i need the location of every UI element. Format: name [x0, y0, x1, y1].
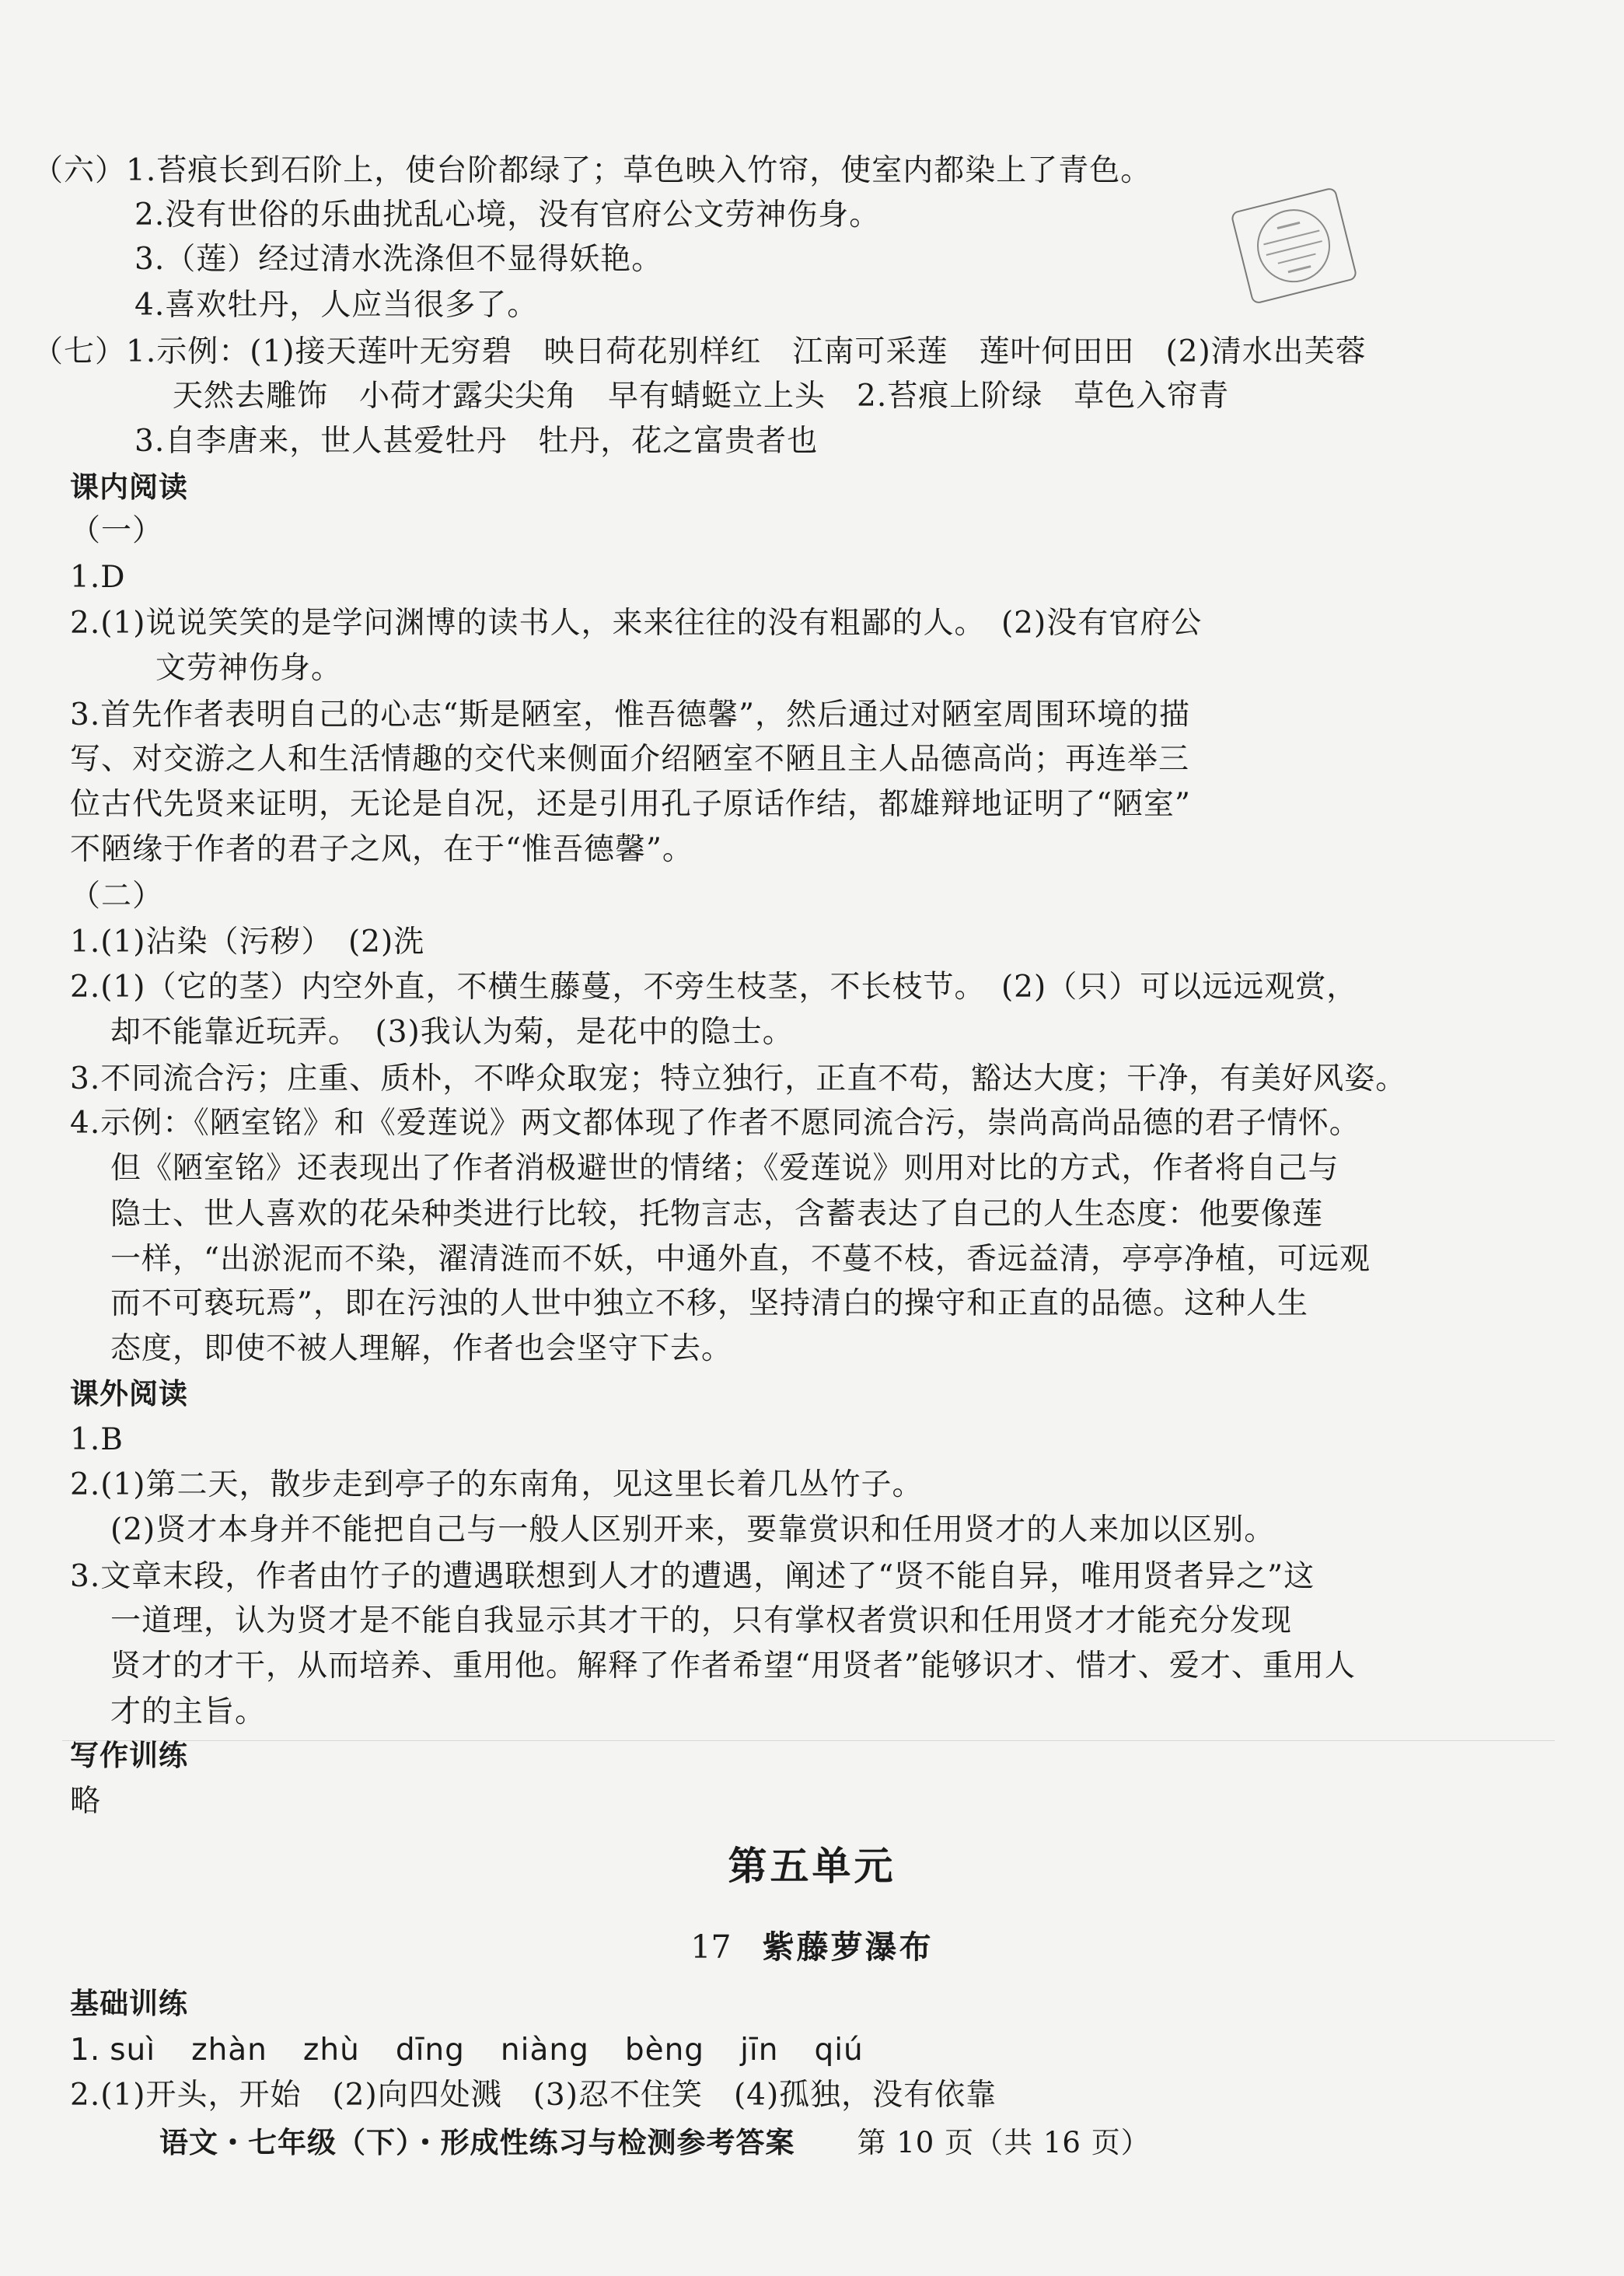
answer-line: 1.(1)沾染（污秽） (2)洗: [70, 925, 425, 960]
pinyin-item: qiú: [814, 2033, 864, 2068]
answer-line: 不陋缘于作者的君子之风，在于“惟吾德馨”。: [70, 832, 693, 867]
answer-line: 略: [70, 1784, 102, 1819]
answer-line: 天然去雕饰 小荷才露尖尖角 早有蜻蜓立上头 2.苔痕上阶绿 草色入帘青: [173, 379, 1230, 414]
homework-stamp-icon: [1230, 187, 1357, 305]
answer-line: 3.自李唐来，世人甚爱牡丹 牡丹，花之富贵者也: [134, 424, 819, 459]
pinyin-label: 1.: [70, 2033, 101, 2068]
answer-line: 一道理，认为贤才是不能自我显示其才干的，只有掌权者赏识和任用贤才才能充分发现: [110, 1603, 1293, 1638]
answer-line: （七）1.示例：(1)接天莲叶无穷碧 映日荷花别样红 江南可采莲 莲叶何田田 (2)清水出芙蓉: [33, 334, 1367, 369]
pinyin-item: zhàn: [191, 2033, 267, 2068]
page-footer: [159, 2123, 1151, 2162]
footer-subject: 语文・七年级（下）・形成性练习与检测参考答案: [159, 2125, 795, 2159]
section-heading: 课内阅读: [70, 470, 188, 504]
answer-line: （六）1.苔痕长到石阶上，使台阶都绿了；草色映入竹帘，使室内都染上了青色。: [33, 153, 1152, 188]
pinyin-item: bèng: [624, 2033, 705, 2068]
answer-line: (2)贤才本身并不能把自己与一般人区别开来，要靠赏识和任用贤才的人来加以区别。: [110, 1512, 1276, 1547]
sub-heading: （二）: [70, 879, 164, 914]
answer-line: 写、对交游之人和生活情趣的交代来侧面介绍陋室不陋且主人品德高尚；再连举三: [70, 742, 1190, 777]
answer-line: 2.(1)第二天，散步走到亭子的东南角，见这里长着几丛竹子。: [70, 1467, 924, 1502]
pinyin-item: niàng: [500, 2033, 589, 2068]
answer-line: 2.(1)（它的茎）内空外直，不横生藤蔓，不旁生枝茎，不长枝节。 (2)（只）可以远远观赏，: [70, 970, 1358, 1005]
answer-line: 3.不同流合污；庄重、质朴，不哗众取宠；特立独行，正直不苟，豁达大度；干净，有美好风姿。: [70, 1061, 1407, 1096]
answer-line: 2.(1)说说笑笑的是学问渊博的读书人，来来往往的没有粗鄙的人。 (2)没有官府公: [70, 606, 1203, 641]
section-heading: 课外阅读: [70, 1377, 188, 1411]
answer-line: 4.喜欢牡丹，人应当很多了。: [134, 288, 539, 323]
divider: [62, 1740, 1555, 1741]
answer-line: 3.文章末段，作者由竹子的遭遇联想到人才的遭遇，阐述了“贤不能自异，唯用贤者异之”这: [70, 1559, 1315, 1594]
pinyin-item: dīng: [395, 2033, 465, 2068]
pinyin-item: zhù: [302, 2033, 360, 2068]
answer-line: 文劳神伤身。: [155, 651, 343, 686]
unit-title: 第五单元: [728, 1844, 896, 1889]
answer-line: 3.（莲）经过清水洗涤但不显得妖艳。: [134, 242, 663, 277]
answer-line: 一样，“出淤泥而不染，濯清涟而不妖，中通外直，不蔓不枝，香远益清，亭亭净植，可远观: [110, 1242, 1371, 1277]
answer-line: 态度，即使不被人理解，作者也会坚守下去。: [110, 1331, 733, 1366]
pinyin-row: [70, 2031, 899, 2070]
answer-line: 才的主旨。: [110, 1694, 267, 1729]
answer-line: 2.没有世俗的乐曲扰乱心境，没有官府公文劳神伤身。: [134, 198, 881, 232]
answer-line: 1.D: [70, 560, 126, 595]
answer-line: 3.首先作者表明自己的心志“斯是陋室，惟吾德馨”，然后通过对陋室周围环境的描: [70, 697, 1191, 732]
sub-heading: （一）: [70, 513, 164, 548]
lesson-number: 17: [690, 1928, 732, 1966]
answer-line: 而不可亵玩焉”，即在污浊的人世中独立不移，坚持清白的操守和正直的品德。这种人生: [110, 1286, 1308, 1321]
answer-line: 贤才的才干，从而培养、重用他。解释了作者希望“用贤者”能够识才、惜才、爱才、重用人: [110, 1648, 1356, 1683]
lesson-title: [0, 1926, 1624, 1968]
answer-line: 2.(1)开头，开始 (2)向四处溅 (3)忍不住笑 (4)孤独，没有依靠: [70, 2078, 997, 2113]
answer-line: 1.B: [70, 1422, 124, 1457]
lesson-name: 紫藤萝瀑布: [762, 1928, 934, 1966]
answer-line: 4.示例：《陋室铭》和《爱莲说》两文都体现了作者不愿同流合污，崇尚高尚品德的君子情怀。: [70, 1106, 1360, 1141]
footer-page-number: 第 10 页（共 16 页）: [857, 2126, 1151, 2159]
answer-line: 隐士、世人喜欢的花朵种类进行比较，托物言志，含蓄表达了自己的人生态度：他要像莲: [110, 1197, 1324, 1232]
pinyin-item: suì: [110, 2033, 156, 2068]
answer-line: 位古代先贤来证明，无论是自况，还是引用孔子原话作结，都雄辩地证明了“陋室”: [70, 787, 1191, 822]
section-heading: 基础训练: [70, 1987, 188, 2020]
answer-line: 却不能靠近玩弄。 (3)我认为菊，是花中的隐士。: [110, 1015, 794, 1050]
answer-line: 但《陋室铭》还表现出了作者消极避世的情绪；《爱莲说》则用对比的方式，作者将自己与: [110, 1151, 1339, 1186]
pinyin-item: jīn: [740, 2033, 779, 2068]
section-heading: 写作训练: [70, 1739, 188, 1772]
